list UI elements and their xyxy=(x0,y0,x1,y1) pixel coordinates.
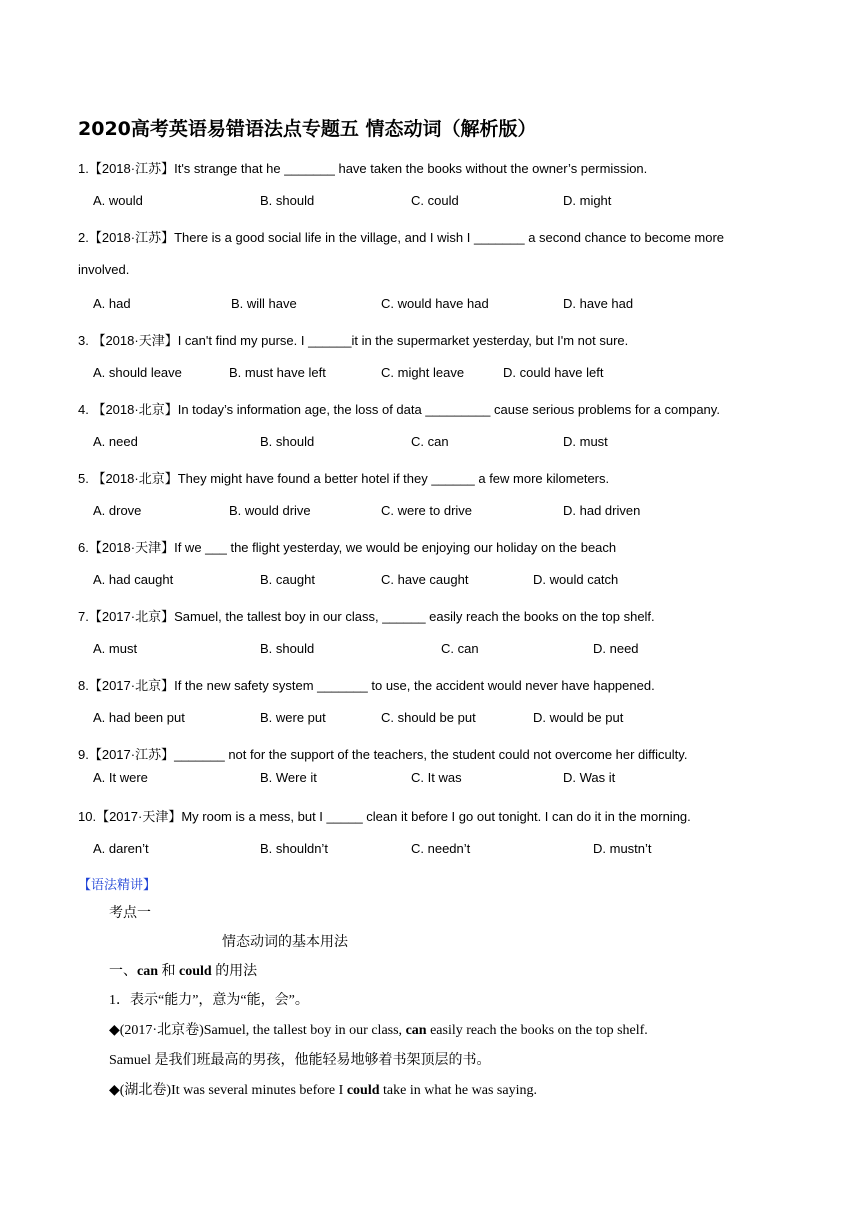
question-10-options xyxy=(0,841,860,859)
option-c: C. can xyxy=(411,434,449,449)
option-a: A. should leave xyxy=(93,365,182,380)
question-2-options xyxy=(0,296,860,314)
option-b: B. shouldn’t xyxy=(260,841,328,856)
option-c: C. would have had xyxy=(381,296,489,311)
point-title: 情态动词的基本用法 xyxy=(222,935,348,950)
option-d: D. have had xyxy=(563,296,634,311)
heading-word-can: can xyxy=(137,964,158,979)
question-2: 2.【2018·江苏】There is a good social life in the village, and I wish I _______ a second chance to become more xyxy=(78,230,725,245)
heading-prefix: 一、 xyxy=(109,964,137,979)
heading-mid: 和 xyxy=(158,964,179,979)
option-d: D. mustn’t xyxy=(593,841,652,856)
option-a: A. would xyxy=(93,193,143,208)
question-9-options xyxy=(0,770,860,788)
option-b: B. should xyxy=(260,193,315,208)
option-a: A. had xyxy=(93,296,131,311)
option-d: D. might xyxy=(563,193,612,208)
question-4-options xyxy=(0,434,860,452)
option-c: C. needn’t xyxy=(411,841,471,856)
option-d: D. must xyxy=(563,434,608,449)
option-c: C. were to drive xyxy=(381,503,473,518)
option-a: A. had caught xyxy=(93,572,174,587)
example-1-translation: Samuel 是我们班最高的男孩，他能轻易地够着书架顶层的书。 xyxy=(109,1053,491,1068)
option-a: A. It were xyxy=(93,770,148,785)
question-8: 8.【2017·北京】If the new safety system _______ to use, the accident would never have happened. xyxy=(78,678,655,693)
question-4: 4. 【2018·北京】In today’s information age, the loss of data _________ cause serious problems for a company. xyxy=(78,402,720,417)
option-c: C. could xyxy=(411,193,459,208)
option-c: C. should be put xyxy=(381,710,476,725)
example-1-before: ◆(2017·北京卷)Samuel, the tallest boy in our class, xyxy=(109,1023,406,1038)
option-d: D. Was it xyxy=(563,770,616,785)
question-5: 5. 【2018·北京】They might have found a better hotel if they ______ a few more kilometers. xyxy=(78,471,610,486)
question-8-options xyxy=(0,710,860,728)
question-6-options xyxy=(0,572,860,590)
question-1: 1.【2018·江苏】It's strange that he _______ have taken the books without the owner’s permission. xyxy=(78,161,648,176)
example-2-after: take in what he was saying. xyxy=(379,1083,537,1098)
question-3: 3. 【2018·天津】I can't find my purse. I ______it in the supermarket yesterday, but I'm not sure. xyxy=(78,333,629,348)
option-b: B. will have xyxy=(231,296,297,311)
question-10: 10.【2017·天津】My room is a mess, but I _____ clean it before I go out tonight. I can do it in the morning. xyxy=(78,809,691,824)
grammar-section-title: 【语法精讲】 xyxy=(78,878,157,893)
option-b: B. must have left xyxy=(229,365,326,380)
example-1 xyxy=(109,1019,648,1039)
question-7-options xyxy=(0,641,860,659)
option-b: B. Were it xyxy=(260,770,317,785)
option-d: D. had driven xyxy=(563,503,641,518)
example-2 xyxy=(109,1079,537,1099)
option-a: A. daren’t xyxy=(93,841,149,856)
heading-suffix: 的用法 xyxy=(211,964,258,979)
option-b: B. should xyxy=(260,434,315,449)
option-d: D. need xyxy=(593,641,639,656)
question-7: 7.【2017·北京】Samuel, the tallest boy in our class, ______ easily reach the books on the top shelf. xyxy=(78,609,655,624)
option-d: D. would catch xyxy=(533,572,619,587)
question-3-options xyxy=(0,365,860,383)
usage-item-1: 1．表示“能力”，意为“能，会”。 xyxy=(109,993,309,1008)
example-2-before: ◆(湖北卷)It was several minutes before I xyxy=(109,1083,347,1098)
option-c: C. have caught xyxy=(381,572,469,587)
example-2-bold: could xyxy=(346,1083,380,1098)
question-1-options xyxy=(0,193,860,211)
option-a: A. need xyxy=(93,434,138,449)
heading-word-could: could xyxy=(179,964,212,979)
question-6: 6.【2018·天津】If we ___ the flight yesterday, we would be enjoying our holiday on the beach xyxy=(78,540,617,555)
question-2-continuation: involved. xyxy=(78,262,130,277)
option-a: A. had been put xyxy=(93,710,185,725)
option-d: D. could have left xyxy=(503,365,604,380)
option-b: B. caught xyxy=(260,572,315,587)
usage-heading xyxy=(109,960,257,980)
option-c: C. It was xyxy=(411,770,462,785)
point-label: 考点一 xyxy=(109,906,151,921)
example-1-bold: can xyxy=(405,1023,427,1038)
option-d: D. would be put xyxy=(533,710,624,725)
option-b: B. should xyxy=(260,641,315,656)
option-c: C. can xyxy=(441,641,479,656)
option-c: C. might leave xyxy=(381,365,465,380)
example-1-after: easily reach the books on the top shelf. xyxy=(426,1023,648,1038)
option-b: B. would drive xyxy=(229,503,311,518)
option-b: B. were put xyxy=(260,710,326,725)
option-a: A. drove xyxy=(93,503,142,518)
document-title: 2020高考英语易错语法点专题五 情态动词（解析版） xyxy=(78,118,537,140)
question-9: 9.【2017·江苏】_______ not for the support of the teachers, the student could not overcome her difficulty. xyxy=(78,747,688,762)
option-a: A. must xyxy=(93,641,138,656)
question-5-options xyxy=(0,503,860,521)
